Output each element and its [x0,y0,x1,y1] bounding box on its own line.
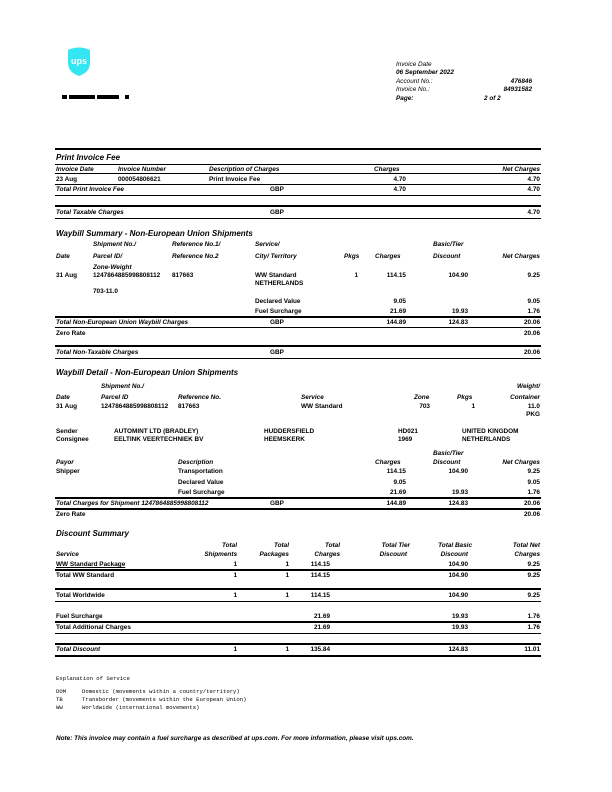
fee-date: 23 Aug [56,176,78,183]
ws-extra-discount: 19.93 [452,308,468,315]
fee-number: 000054806621 [118,176,161,183]
ws-total-label: Total Non-European Union Waybill Charges [56,319,189,326]
wd-reference: 817663 [178,403,200,410]
sender-label: Sender [56,428,78,435]
ds-charges: 114.15 [310,592,330,599]
divider [55,621,541,623]
wd-total-discount: 124.83 [448,500,468,507]
ds-basic: 19.93 [452,613,468,620]
col-description: Description [178,459,214,466]
ws-reference: 817663 [172,272,194,279]
col-service: Service [56,551,79,558]
ds-packages: 1 [285,646,289,653]
ws-extra-net: 9.05 [527,298,540,305]
ds-service: Total Additional Charges [56,624,131,631]
ws-extra-net: 1.76 [527,308,540,315]
divider [55,601,541,602]
wd-service: WW Standard [301,403,343,410]
col-basic: Total Basic [438,542,472,549]
col-net-charges: Net Charges [502,459,540,466]
ds-service: Total WW Standard [56,572,115,579]
sender-city: HUDDERSFIELD [264,428,315,435]
explanation-text: Worldwide (international movements) [82,704,200,711]
charge-net: 9.05 [527,479,540,486]
divider [55,173,541,174]
wd-total-charges: 144.89 [386,500,406,507]
ds-packages: 1 [285,561,289,568]
charge-amount: 21.69 [390,489,406,496]
account-no-label: Account No.: [396,78,433,85]
ds-net: 1.76 [527,624,540,631]
divider [55,345,541,347]
nontaxable-net: 20.06 [524,349,540,356]
currency: GBP [270,500,284,507]
col-pkgs: Pkgs [344,253,360,260]
col-charges: Charges [375,253,401,260]
charge-discount: 104.90 [448,468,468,475]
divider [55,588,541,590]
page-label: Page: [396,95,414,102]
divider [55,148,541,150]
col-pkgs: Pkgs [457,394,473,401]
ws-date: 31 Aug [56,272,78,279]
charge-amount: 114.15 [386,468,406,475]
explanation-title: Explanation of Service [56,675,130,682]
ds-charges: 114.15 [310,561,330,568]
col-tier: Total Tier [381,542,410,549]
explanation-code: WW [56,704,63,711]
wd-zone: 703 [419,403,430,410]
ds-net: 1.76 [527,613,540,620]
col-container: Container [510,394,540,401]
col-total: Total [221,542,237,549]
col-basic-tier: Basic/Tier [433,241,464,248]
section-title-print-invoice-fee: Print Invoice Fee [56,153,121,162]
wd-total-label: Total Charges for Shipment 1247864885998808112 [56,500,209,507]
col-net: Total Net [512,542,540,549]
explanation-text: Transborder (movements within the European Union) [82,696,247,703]
col-parcel: Parcel ID/ [93,253,123,260]
divider [55,643,541,645]
ws-net: 9.25 [527,272,540,279]
ws-total-discount: 124.83 [448,319,468,326]
wd-pkgs: 1 [471,403,475,410]
payor: Shipper [56,468,80,475]
consignee-postcode: 1969 [398,436,413,443]
explanation-code: DOM [56,688,67,695]
total-print-invoice-fee-label: Total Print Invoice Fee [56,186,124,193]
col-discount: Discount [433,459,461,466]
col-parcel: Parcel ID [101,394,129,401]
currency: GBP [270,209,284,216]
ds-basic: 104.90 [448,561,468,568]
zero-rate-label: Zero Rate [56,511,86,518]
ds-net: 9.25 [527,592,540,599]
ds-charges: 21.69 [314,613,330,620]
ws-total-charges: 144.89 [386,319,406,326]
ds-packages: 1 [285,572,289,579]
ws-shipment: 1247864885998808112 [93,272,161,279]
section-title-waybill-detail: Waybill Detail - Non-European Union Shipments [56,368,239,377]
col-basic-tier: Basic/Tier [433,450,464,457]
fee-description: Print Invoice Fee [209,176,261,183]
ds-net: 11.01 [524,646,540,653]
charge-amount: 9.05 [393,479,406,486]
ds-shipments: 1 [233,572,237,579]
ds-service: Total Worldwide [56,592,105,599]
sender-country: UNITED KINGDOM [462,428,519,435]
ws-city: NETHERLANDS [255,280,304,287]
col-basic-discount: Discount [440,551,468,558]
col-total: Total [273,542,289,549]
ws-charges: 114.15 [386,272,406,279]
zero-rate-value: 20.06 [524,511,540,518]
wd-total-net: 20.06 [524,500,540,507]
col-zone: Zone [414,394,430,401]
ws-zone-weight: 703-11.0 [93,288,118,295]
col-description: Description of Charges [209,166,280,173]
col-reference: Reference No. [178,394,221,401]
col-packages: Packages [259,551,289,558]
col-shipment: Shipment No./ [101,383,144,390]
col-reference2: Reference No.2 [172,253,219,260]
col-tier-discount: Discount [379,551,407,558]
col-discount: Discount [433,253,461,260]
wd-weight: 11.0 [527,403,540,410]
ds-shipments: 1 [233,646,237,653]
divider [55,195,541,196]
currency: GBP [270,349,284,356]
col-date: Date [56,253,70,260]
col-net-charges: Charges [514,551,540,558]
section-title-waybill-summary: Waybill Summary - Non-European Union Shipments [56,229,253,238]
charge-desc: Declared Value [178,479,224,486]
divider [55,358,541,359]
ocr-code-line [62,95,129,99]
ds-basic: 104.90 [448,592,468,599]
col-weight: Weight/ [517,383,540,390]
wd-date: 31 Aug [56,403,78,410]
ws-extra-charges: 9.05 [393,298,406,305]
divider [55,497,541,499]
ds-shipments: 1 [233,561,237,568]
total-fee-charges: 4.70 [393,186,406,193]
ws-extra-desc: Fuel Surcharge [255,308,302,315]
consignee-country: NETHERLANDS [462,436,511,443]
ds-net: 9.25 [527,572,540,579]
ds-shipments: 1 [233,592,237,599]
invoice-date-value: 06 September 2022 [396,69,454,76]
sender-name: AUTOMINT LTD (BRADLEY) [114,428,199,435]
charge-discount: 19.93 [452,489,468,496]
col-charges: Charges [314,551,340,558]
ds-basic: 104.90 [448,572,468,579]
divider [55,327,541,328]
total-taxable-net: 4.70 [527,209,540,216]
ds-charges: 114.15 [310,572,330,579]
col-zone-weight: Zone-Weight [93,264,132,271]
wd-shipment: 1247864885998808112 [101,403,169,410]
ws-pkgs: 1 [354,272,358,279]
ws-total-net: 20.06 [524,319,540,326]
invoice-no-label: Invoice No.: [396,86,430,93]
divider [55,633,541,634]
col-payor: Payor [56,459,74,466]
col-city: City/ Territory [255,253,297,260]
ds-charges: 21.69 [314,624,330,631]
col-date: Date [56,394,70,401]
divider [55,655,541,657]
ws-discount: 104.90 [448,272,468,279]
ws-extra-desc: Declared Value [255,298,301,305]
charge-desc: Fuel Surcharge [178,489,225,496]
nontaxable-label: Total Non-Taxable Charges [56,349,139,356]
col-shipment: Shipment No./ [93,241,136,248]
zero-rate-value: 20.06 [524,330,540,337]
col-service: Service/ [255,241,280,248]
col-service: Service [301,394,324,401]
charge-net: 1.76 [527,489,540,496]
explanation-text: Domestic (movements within a country/territory) [82,688,240,695]
ws-extra-charges: 21.69 [390,308,406,315]
consignee-label: Consignee [56,436,89,443]
col-net-charges: Net Charges [502,166,540,173]
ds-basic: 124.83 [448,646,468,653]
fee-net: 4.70 [527,176,540,183]
divider [55,316,541,318]
col-charges: Charges [375,459,401,466]
page-value: 2 of 2 [484,95,501,102]
explanation-code: TB [56,696,63,703]
consignee-city: HEEMSKERK [264,436,305,443]
fuel-surcharge-note: Note: This invoice may contain a fuel surcharge as described at ups.com. For more information, please visit ups.com. [56,735,414,742]
charge-net: 9.25 [527,468,540,475]
divider [55,164,541,165]
section-title-discount-summary: Discount Summary [56,529,129,538]
divider [55,508,541,510]
col-invoice-date: Invoice Date [56,166,94,173]
col-total: Total [324,542,340,549]
ds-service: WW Standard Package [56,561,126,568]
col-charges: Charges [374,166,400,173]
wd-container: PKG [526,411,540,418]
ds-service: Total Discount [56,646,101,653]
col-invoice-number: Invoice Number [118,166,166,173]
divider [55,218,541,219]
divider [55,569,541,571]
invoice-date-label: Invoice Date [396,61,432,68]
ds-packages: 1 [285,592,289,599]
col-net-charges: Net Charges [502,253,540,260]
ws-service: WW Standard [255,272,297,279]
currency: GBP [270,186,284,193]
total-fee-net: 4.70 [527,186,540,193]
ds-service: Fuel Surcharge [56,613,103,620]
ds-charges: 135.84 [310,646,330,653]
ds-net: 9.25 [527,561,540,568]
invoice-no-value: 84931582 [503,86,532,93]
zero-rate-label: Zero Rate [56,330,86,337]
ups-logo-icon [66,46,92,77]
sender-postcode: HD021 [398,428,418,435]
account-no-value: 476846 [510,78,532,85]
col-shipments: Shipments [204,551,237,558]
divider [55,205,541,207]
fee-charges: 4.70 [393,176,406,183]
charge-desc: Transportation [178,468,223,475]
col-reference1: Reference No.1/ [172,241,221,248]
ds-basic: 19.93 [452,624,468,631]
consignee-name: EELTINK VEERTECHNIEK BV [114,436,204,443]
total-taxable-label: Total Taxable Charges [56,209,124,216]
currency: GBP [270,319,284,326]
svg-text:ups: ups [70,56,88,66]
divider [55,184,541,185]
